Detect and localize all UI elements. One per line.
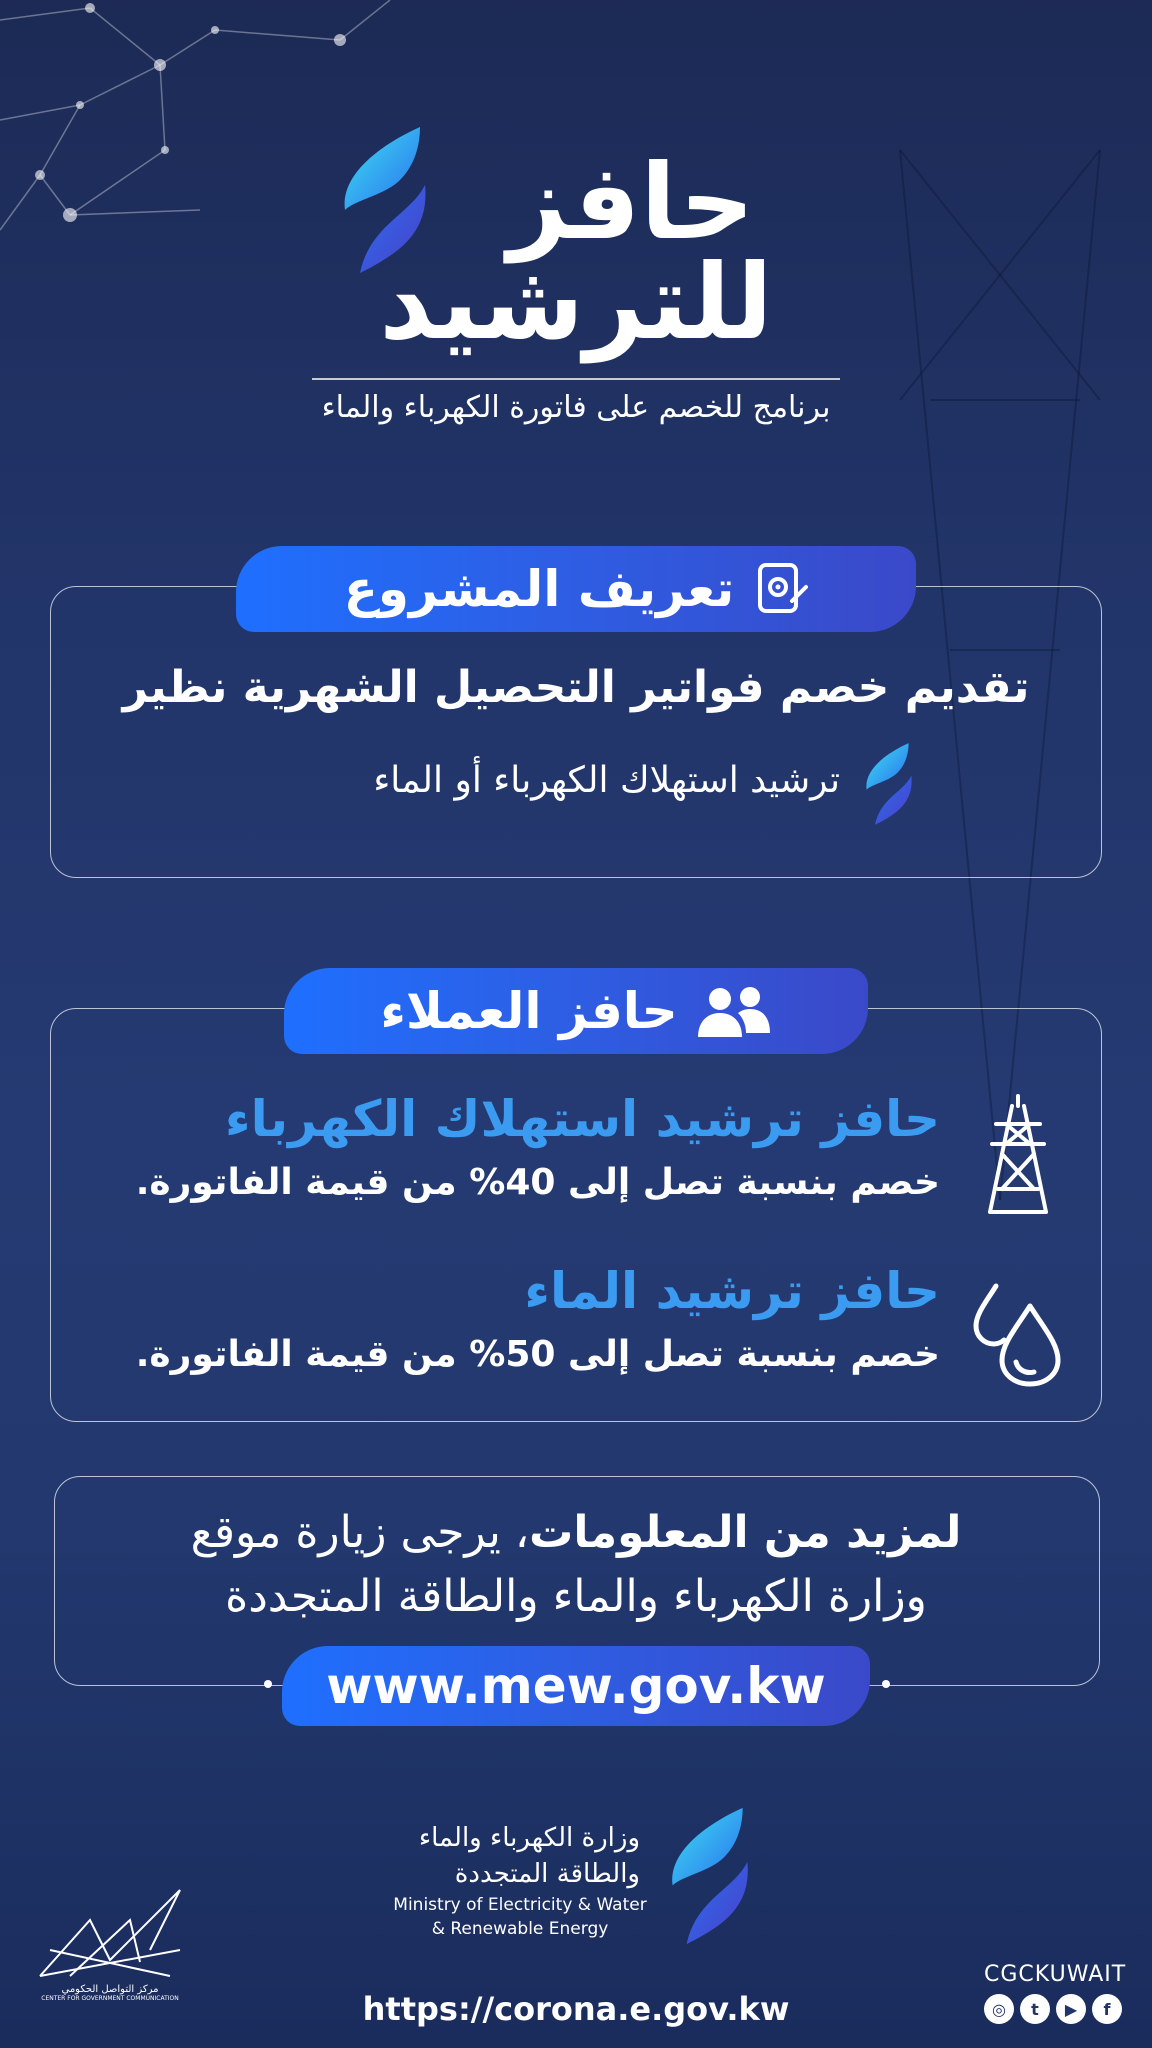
cgc-name-en: CENTER FOR GOVERNMENT COMMUNICATION (41, 1995, 179, 2000)
brand-title-line2: للترشيد (379, 241, 773, 363)
corona-website-link[interactable]: https://corona.e.gov.kw (362, 1990, 790, 2028)
customers-heading: حافز العملاء (380, 982, 678, 1040)
connector-dot-right (882, 1680, 890, 1688)
users-icon (696, 983, 772, 1039)
more-info-line2: وزارة الكهرباء والماء والطاقة المتجددة (225, 1571, 927, 1622)
ministry-flame-logo-icon (668, 1806, 752, 1946)
water-title: حافز ترشيد الماء (524, 1262, 940, 1320)
brand-title-line1: حافز (507, 141, 755, 263)
electricity-title: حافز ترشيد استهلاك الكهرباء (225, 1090, 940, 1148)
mew-website-link[interactable]: www.mew.gov.kw (282, 1646, 870, 1726)
project-line2: ترشيد استهلاك الكهرباء أو الماء (373, 760, 840, 801)
connector-dot-left (264, 1680, 272, 1688)
ministry-name-ar-1: وزارة الكهرباء والماء (418, 1823, 640, 1853)
water-detail: خصم بنسبة تصل إلى 50% من قيمة الفاتورة. (135, 1334, 940, 1375)
youtube-icon[interactable]: ▶ (1056, 1994, 1086, 2024)
divider (312, 378, 840, 380)
project-line1: تقديم خصم فواتير التحصيل الشهرية نظير (122, 662, 1030, 713)
more-info-rest: ، يرجى زيارة موقع (190, 1507, 530, 1558)
project-heading: تعريف المشروع (343, 560, 735, 618)
more-info-line1 (60, 1504, 1092, 1561)
power-tower-icon (982, 1094, 1054, 1214)
ministry-name-en-2: & Renewable Energy (431, 1919, 609, 1939)
ministry-name-en-1: Ministry of Electricity & Water (393, 1895, 647, 1915)
brand-subtitle: برنامج للخصم على فاتورة الكهرباء والماء (321, 390, 831, 425)
ministry-name-ar-2: والطاقة المتجددة (454, 1859, 640, 1889)
instagram-icon[interactable]: ◎ (984, 1994, 1014, 2024)
electricity-detail: خصم بنسبة تصل إلى 40% من قيمة الفاتورة. (135, 1162, 940, 1203)
cgc-logo-icon (30, 1880, 190, 2000)
social-handle: CGCKUWAIT (984, 1962, 1127, 1987)
more-info-bold: لمزيد من المعلومات (529, 1507, 962, 1558)
twitter-icon[interactable]: t (1020, 1994, 1050, 2024)
flame-bullet-icon (862, 742, 916, 826)
social-icons (984, 1994, 1122, 2024)
customers-heading-pill (284, 968, 868, 1054)
facebook-icon[interactable]: f (1092, 1994, 1122, 2024)
gear-document-icon (752, 561, 808, 617)
water-drops-icon (972, 1282, 1064, 1388)
cgc-name-ar: مركز التواصل الحكومي (61, 1984, 159, 1995)
project-heading-pill (236, 546, 916, 632)
